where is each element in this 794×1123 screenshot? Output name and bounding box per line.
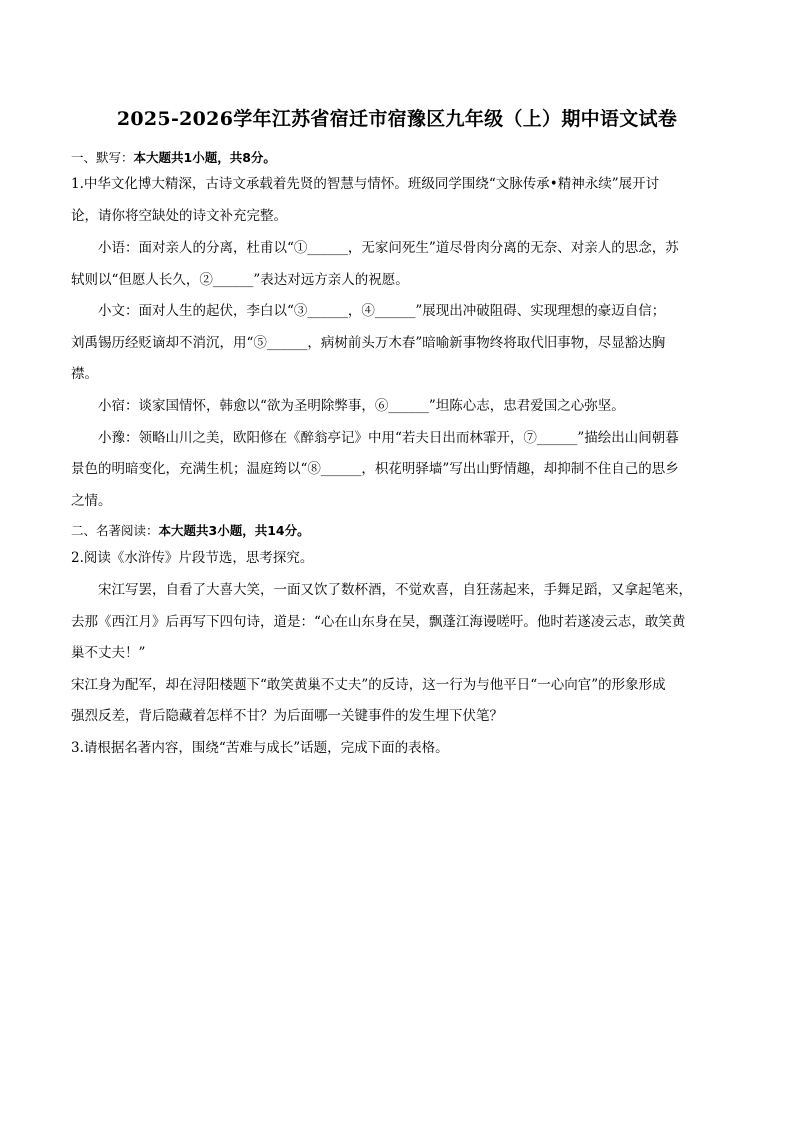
question-2-intro: 2.阅读《水浒传》片段节选，思考探究。 <box>71 550 314 566</box>
section-1-heading <box>71 148 276 166</box>
xiaoyu-line-1: 小语：面对亲人的分离，杜甫以“①______，无家问死生”道尽骨肉分离的无奈、对亲人的思念，苏 <box>98 240 679 256</box>
xiaoyu2-line-3: 之情。 <box>71 493 112 509</box>
excerpt-line-2: 去那《西江月》后再写下四句诗，道是：“心在山东身在吴，飘蓬江海谩嗟吁。他时若遂凌云志，敢笑黄 <box>71 614 686 630</box>
excerpt-line-3: 巢不丈夫！” <box>71 645 146 661</box>
page-title: 2025-2026学年江苏省宿迁市宿豫区九年级（上）期中语文试卷 <box>116 108 678 130</box>
excerpt-line-1: 宋江写罢，自看了大喜大笑，一面又饮了数杯酒，不觉欢喜，自狂荡起来，手舞足蹈，又拿起笔来， <box>98 582 692 598</box>
question-1-intro-line-1: 1.中华文化博大精深，古诗文承载着先贤的智慧与情怀。班级同学围绕“文脉传承•精神永续”展开讨 <box>71 176 660 192</box>
xiaowen-line-3: 襟。 <box>71 366 98 382</box>
section-1-number: 一、默写： <box>71 150 134 165</box>
xiaoyu2-line-2: 景色的明暗变化，充满生机；温庭筠以“⑧______，枳花明驿墙”写出山野情趣，却抑制不住自己的思乡 <box>71 461 679 477</box>
section-2-heading <box>71 521 310 539</box>
xiaoyu-line-2: 轼则以“但愿人长久，②______”表达对远方亲人的祝愿。 <box>71 272 409 288</box>
question-1-intro-line-2: 论，请你将空缺处的诗文补充完整。 <box>71 208 287 224</box>
xiaoyu2-line-1: 小豫：领略山川之美，欧阳修在《醉翁亭记》中用“若夫日出而林霏开，⑦______”描绘出山间朝暮 <box>98 430 679 446</box>
question-3-intro: 3.请根据名著内容，围绕“苦难与成长”话题，完成下面的表格。 <box>71 740 449 756</box>
question-2-prompt-line-1: 宋江身为配军，却在浔阳楼题下“敢笑黄巢不丈夫”的反诗，这一行为与他平日“一心向官”的形象形成 <box>71 677 666 693</box>
xiaowen-line-2: 刘禹锡历经贬谪却不消沉，用“⑤______，病树前头万木春”暗喻新事物终将取代旧事物，尽显豁达胸 <box>71 335 666 351</box>
xiaowen-line-1: 小文：面对人生的起伏，李白以“③______，④______”展现出冲破阻碍、实现理想的豪迈自信； <box>98 303 666 319</box>
section-1-info: 本大题共1小题，共8分。 <box>133 150 276 165</box>
question-2-prompt-line-2: 强烈反差，背后隐藏着怎样不甘？为后面哪一关键事件的发生埋下伏笔？ <box>71 708 503 724</box>
section-2-info: 本大题共3小题，共14分。 <box>158 523 310 538</box>
xiaosu-line: 小宿：谈家国情怀，韩愈以“欲为圣明除弊事，⑥______”坦陈心志，忠君爱国之心弥坚。 <box>98 398 625 414</box>
section-2-number: 二、名著阅读： <box>71 523 159 538</box>
